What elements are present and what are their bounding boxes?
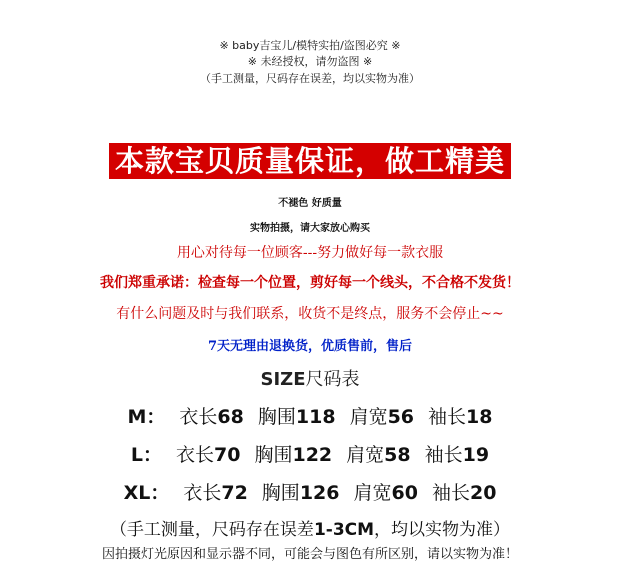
size-label: M：: [127, 406, 166, 428]
care-text: 用心对待每一位顾客---努力做好每一款衣服: [176, 245, 444, 261]
sleeve-value: 18: [466, 406, 493, 428]
color-disclaimer-footer: 因拍摄灯光原因和显示器不同，可能会与图色有所区别，请以实物为准！: [101, 547, 518, 562]
bust-value: 122: [292, 444, 333, 466]
size-label: L：: [130, 444, 162, 466]
copyright-line: ※ baby吉宝儿/模特实拍/盗图必究 ※: [219, 39, 401, 52]
bust-header: 胸围: [261, 482, 300, 504]
shoulder-value: 58: [384, 444, 411, 466]
return-policy-text: 7天无理由退换货，优质售前，售后: [207, 339, 413, 354]
size-label: XL：: [123, 482, 170, 504]
bust-header: 胸围: [257, 406, 296, 428]
quality-banner-wrap: [0, 143, 620, 179]
sleeve-header: 袖长: [428, 406, 467, 428]
length-value: 72: [221, 482, 248, 504]
size-title-rest: 尺码表: [305, 369, 360, 390]
size-title-bold: SIZE: [260, 369, 306, 390]
size-row-l: [0, 440, 620, 467]
bust-header: 胸围: [254, 444, 293, 466]
size-row-xl: [0, 478, 620, 505]
note-after: ，均以实物为准）: [374, 520, 511, 540]
measurement-note: [0, 515, 620, 540]
note-tolerance: 1-3CM: [313, 520, 375, 540]
check-promise-text: 我们郑重承诺：检查每一个位置，剪好每一个线头，不合格不发货！: [100, 275, 520, 291]
size-row-m: [0, 402, 620, 429]
no-copy-line: ※ 未经授权，请勿盗图 ※: [247, 55, 373, 68]
shoulder-header: 肩宽: [349, 406, 388, 428]
shoulder-value: 60: [391, 482, 418, 504]
bust-value: 126: [299, 482, 340, 504]
shoulder-value: 56: [387, 406, 415, 428]
length-value: 68: [217, 406, 244, 428]
shoulder-header: 肩宽: [353, 482, 392, 504]
bust-value: 118: [295, 406, 336, 428]
sleeve-value: 19: [462, 444, 490, 466]
length-value: 70: [214, 444, 241, 466]
length-header: 衣长: [183, 482, 222, 504]
sleeve-header: 袖长: [424, 444, 463, 466]
sleeve-header: 袖长: [431, 482, 470, 504]
measure-disclaimer-line: （手工测量，尺码存在误差，均以实物为准）: [200, 72, 420, 85]
length-header: 衣长: [179, 406, 218, 428]
sleeve-value: 20: [469, 482, 497, 504]
length-header: 衣长: [176, 444, 215, 466]
no-fade-text: 不褪色 好质量: [278, 198, 342, 209]
note-before: （手工测量，尺码存在误差: [109, 520, 314, 540]
size-table-title: [0, 365, 620, 391]
quality-banner: 本款宝贝质量保证，做工精美: [109, 143, 511, 179]
contact-text: 有什么问题及时与我们联系，收货不是终点，服务不会停止~~: [116, 306, 504, 322]
real-photo-text: 实物拍摄，请大家放心购买: [250, 223, 370, 234]
shoulder-header: 肩宽: [346, 444, 385, 466]
